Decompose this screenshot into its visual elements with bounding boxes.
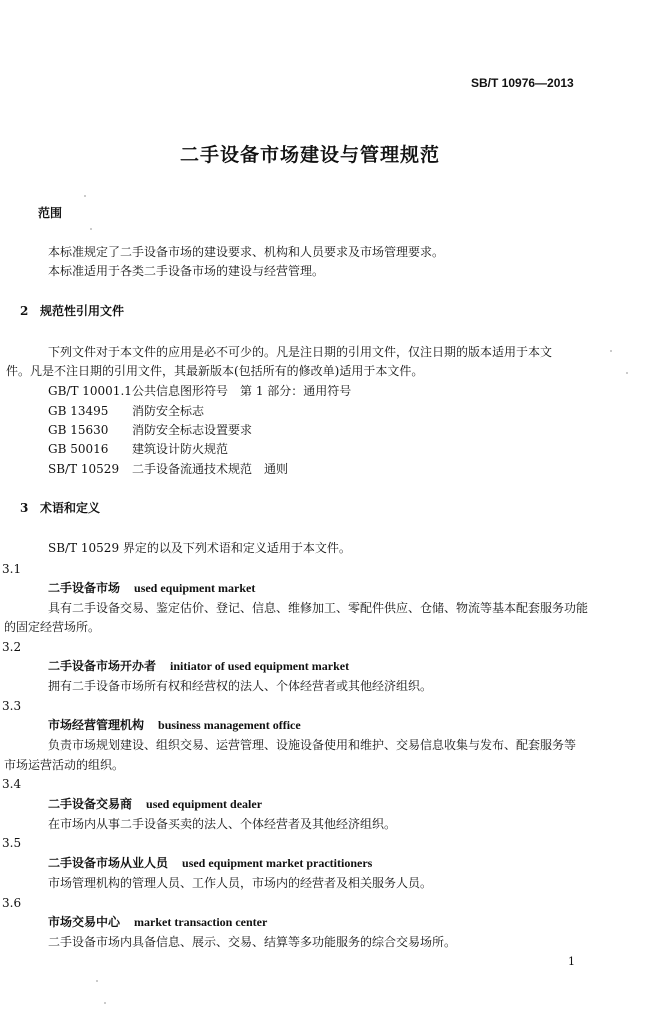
term-en: market transaction center xyxy=(134,915,268,929)
term-en: used equipment market xyxy=(134,581,256,595)
term-definition: 二手设备市场内具备信息、展示、交易、结算等多功能服务的综合交易场所。 xyxy=(48,935,457,949)
section-3-intro: SB/T 10529 界定的以及下列术语和定义适用于本文件。 xyxy=(48,541,351,555)
term-definition: 市场管理机构的管理人员、工作人员，市场内的经营者及相关服务人员。 xyxy=(48,876,433,890)
term-heading xyxy=(48,797,262,811)
term-definition: 市场运营活动的组织。 xyxy=(4,758,125,772)
term-definition: 在市场内从事二手设备买卖的法人、个体经营者及其他经济组织。 xyxy=(48,817,397,831)
section-number: 3 xyxy=(20,501,29,515)
reference-title: 二手设备流通技术规范 通则 xyxy=(132,462,289,476)
section-2-heading: 规范性引用文件 xyxy=(40,304,125,318)
term-cn: 二手设备市场 xyxy=(48,581,121,595)
section-3-heading: 术语和定义 xyxy=(40,501,101,515)
term-definition: 负责市场规划建设、组织交易、运营管理、设施设备使用和维护、交易信息收集与发布、配套服务等 xyxy=(48,738,577,752)
section-1-paragraph: 本标准规定了二手设备市场的建设要求、机构和人员要求及市场管理要求。 xyxy=(48,245,445,259)
reference-item xyxy=(48,442,228,456)
term-number: 3.4 xyxy=(2,777,22,791)
reference-item xyxy=(48,423,252,437)
reference-item xyxy=(48,404,204,418)
term-en: used equipment market practitioners xyxy=(182,856,373,870)
reference-code: SB/T 10529 xyxy=(48,462,120,476)
reference-item xyxy=(48,384,351,398)
term-heading xyxy=(48,718,301,732)
scan-speck xyxy=(104,1002,106,1004)
term-cn: 二手设备市场开办者 xyxy=(48,659,157,673)
reference-code: GB/T 10001.1 xyxy=(48,384,132,398)
scan-speck xyxy=(610,350,612,352)
term-heading xyxy=(48,659,349,673)
scan-speck xyxy=(90,228,92,230)
standard-code: SB/T 10976—2013 xyxy=(471,76,574,90)
reference-title: 公共信息图形符号 第 1 部分：通用符号 xyxy=(132,384,352,398)
reference-title: 消防安全标志设置要求 xyxy=(132,423,253,437)
reference-title: 消防安全标志 xyxy=(132,404,205,418)
term-en: business management office xyxy=(158,718,301,732)
section-number: 2 xyxy=(20,304,29,318)
section-1-heading: 范围 xyxy=(38,206,63,220)
page-number: 1 xyxy=(568,955,575,968)
scan-speck xyxy=(626,372,628,374)
term-definition: 拥有二手设备市场所有权和经营权的法人、个体经营者或其他经济组织。 xyxy=(48,679,433,693)
term-definition: 具有二手设备交易、鉴定估价、登记、信息、维修加工、零配件供应、仓储、物流等基本配套服务功能 xyxy=(48,601,589,615)
term-number: 3.5 xyxy=(2,836,22,850)
term-cn: 市场交易中心 xyxy=(48,915,121,929)
reference-code: GB 50016 xyxy=(48,442,109,456)
scan-speck xyxy=(96,980,98,982)
term-heading xyxy=(48,581,255,595)
term-definition: 的固定经营场所。 xyxy=(4,620,101,634)
reference-code: GB 15630 xyxy=(48,423,109,437)
term-cn: 市场经营管理机构 xyxy=(48,718,145,732)
section-2-intro: 下列文件对于本文件的应用是必不可少的。凡是注日期的引用文件，仅注日期的版本适用于本文 xyxy=(48,345,553,359)
term-en: initiator of used equipment market xyxy=(170,659,350,673)
term-cn: 二手设备市场从业人员 xyxy=(48,856,169,870)
reference-title: 建筑设计防火规范 xyxy=(132,442,229,456)
term-number: 3.3 xyxy=(2,699,22,713)
section-1-paragraph: 本标准适用于各类二手设备市场的建设与经营管理。 xyxy=(48,264,325,278)
section-2-intro: 件。凡是不注日期的引用文件，其最新版本(包括所有的修改单)适用于本文件。 xyxy=(6,364,424,378)
term-number: 3.6 xyxy=(2,896,22,910)
term-number: 3.1 xyxy=(2,562,22,576)
term-en: used equipment dealer xyxy=(146,797,263,811)
term-cn: 二手设备交易商 xyxy=(48,797,133,811)
term-number: 3.2 xyxy=(2,640,22,654)
term-heading xyxy=(48,915,267,929)
scan-speck xyxy=(84,195,86,197)
reference-item xyxy=(48,462,288,476)
document-title: 二手设备市场建设与管理规范 xyxy=(180,144,441,166)
term-heading xyxy=(48,856,372,870)
reference-code: GB 13495 xyxy=(48,404,109,418)
